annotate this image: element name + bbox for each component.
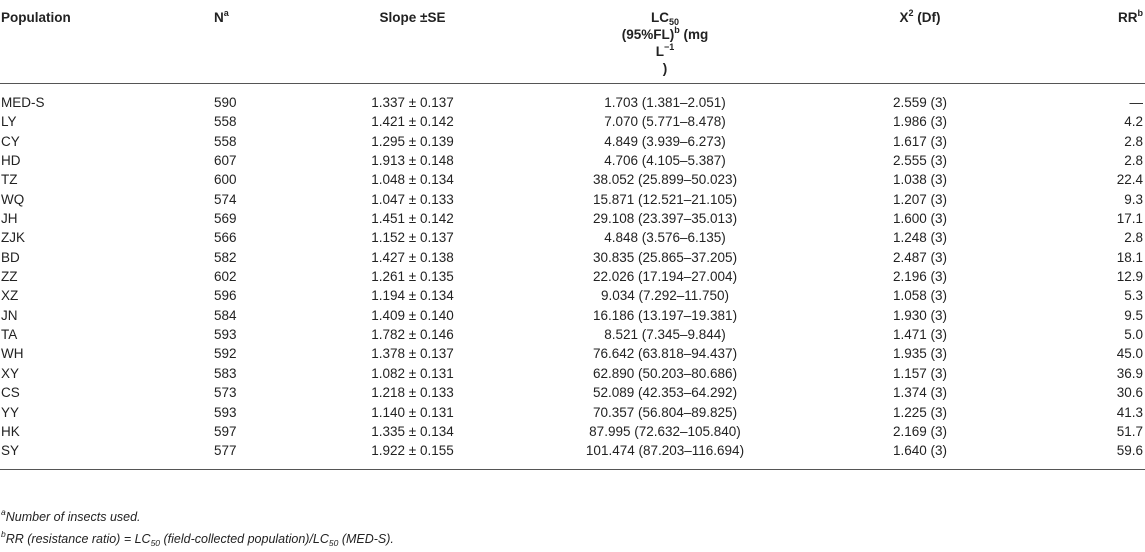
cell-chi-square: 1.038 (3) <box>892 172 948 188</box>
cell-chi-square: 2.169 (3) <box>892 423 948 439</box>
cell-population: BD <box>1 249 20 265</box>
table-row <box>0 190 1145 209</box>
cell-chi-square: 1.617 (3) <box>892 133 948 149</box>
cell-rr: 9.5 <box>1124 307 1143 323</box>
header-lc50-line4: ) <box>662 61 668 76</box>
cell-chi-square: 1.986 (3) <box>892 114 948 130</box>
cell-n: 593 <box>214 327 237 343</box>
header-chi-square <box>815 0 1025 84</box>
cell-rr: 18.1 <box>1116 249 1143 265</box>
table-row <box>0 228 1145 247</box>
cell-chi-square: 1.207 (3) <box>892 191 948 207</box>
table-row <box>0 325 1145 344</box>
header-lc50-line1 <box>651 10 679 25</box>
cell-lc50: 4.706 (4.105–5.387) <box>604 153 726 169</box>
cell-lc50: 30.835 (25.865–37.205) <box>592 249 738 265</box>
table-row <box>0 306 1145 325</box>
cell-slope: 1.913 ± 0.148 <box>371 153 454 169</box>
cell-slope: 1.140 ± 0.131 <box>371 404 454 420</box>
footnote-a-mark: a <box>1 507 6 517</box>
table-header <box>0 0 1145 84</box>
header-n <box>170 0 310 84</box>
cell-lc50: 70.357 (56.804–89.825) <box>592 404 738 420</box>
header-n-footnote-mark: a <box>223 8 229 18</box>
footnote-b-text-2: (field-collected population)/LC <box>160 532 329 546</box>
cell-slope: 1.427 ± 0.138 <box>371 249 454 265</box>
header-chi-base: X <box>899 10 909 25</box>
footnote-b-mark: b <box>1 529 6 539</box>
table-row <box>0 151 1145 170</box>
table-row <box>0 403 1145 422</box>
cell-n: 596 <box>214 288 237 304</box>
cell-lc50: 4.848 (3.576–6.135) <box>604 230 726 246</box>
header-rr-label: RR <box>1118 10 1138 25</box>
cell-slope: 1.218 ± 0.133 <box>371 385 454 401</box>
cell-n: 593 <box>214 404 237 420</box>
cell-n: 574 <box>214 191 237 207</box>
cell-lc50: 16.186 (13.197–19.381) <box>592 307 738 323</box>
cell-lc50: 38.052 (25.899–50.023) <box>592 172 738 188</box>
cell-lc50: 76.642 (63.818–94.437) <box>592 346 738 362</box>
cell-population: YY <box>1 404 20 420</box>
cell-slope: 1.409 ± 0.140 <box>371 307 454 323</box>
cell-lc50: 101.474 (87.203–116.694) <box>585 443 745 459</box>
table-row <box>0 344 1145 363</box>
cell-lc50: 9.034 (7.292–11.750) <box>600 288 730 304</box>
cell-slope: 1.047 ± 0.133 <box>371 191 454 207</box>
table-row <box>0 248 1145 267</box>
footnote-b-text-1: RR (resistance ratio) = LC <box>5 532 151 546</box>
cell-population: HD <box>1 153 21 169</box>
cell-population: CS <box>1 385 20 401</box>
cell-n: 573 <box>214 385 237 401</box>
cell-chi-square: 1.600 (3) <box>892 211 948 227</box>
footnote-b-text-3: (MED-S). <box>338 532 394 546</box>
cell-lc50: 62.890 (50.203–80.686) <box>592 365 738 381</box>
cell-rr: 2.8 <box>1124 230 1143 246</box>
cell-chi-square: 1.935 (3) <box>892 346 948 362</box>
cell-rr: 2.8 <box>1124 153 1143 169</box>
cell-n: 558 <box>214 114 237 130</box>
cell-population: ZJK <box>1 230 26 246</box>
header-rr <box>1025 0 1145 84</box>
cell-population: MED-S <box>1 95 45 110</box>
cell-n: 602 <box>214 269 237 285</box>
cell-n: 590 <box>214 95 237 110</box>
cell-n: 583 <box>214 365 237 381</box>
table-row <box>0 383 1145 402</box>
cell-lc50: 15.871 (12.521–21.105) <box>592 191 738 207</box>
cell-population: HK <box>1 423 20 439</box>
cell-population: WH <box>1 346 24 362</box>
cell-population: JH <box>1 211 18 227</box>
cell-chi-square: 2.196 (3) <box>892 269 948 285</box>
table-row <box>0 112 1145 131</box>
table-row <box>0 132 1145 151</box>
cell-rr: 22.4 <box>1116 172 1143 188</box>
cell-n: 597 <box>214 423 237 439</box>
cell-rr: 4.2 <box>1124 114 1143 130</box>
cell-population: LY <box>1 114 17 130</box>
cell-slope: 1.261 ± 0.135 <box>371 269 454 285</box>
header-lc50-base: LC <box>650 10 669 25</box>
cell-n: 577 <box>214 443 237 459</box>
header-slope-label: Slope ±SE <box>379 10 446 25</box>
header-population <box>0 0 170 84</box>
cell-slope: 1.378 ± 0.137 <box>371 346 454 362</box>
table-row <box>0 267 1145 286</box>
cell-n: 582 <box>214 249 237 265</box>
header-lc50-unit-exp: −1 <box>663 42 675 52</box>
cell-population: SY <box>1 443 20 459</box>
cell-rr: 2.8 <box>1124 133 1143 149</box>
cell-slope: 1.782 ± 0.146 <box>371 327 454 343</box>
footnote-a <box>1 506 394 528</box>
cell-chi-square: 1.471 (3) <box>892 327 948 343</box>
cell-chi-square: 2.487 (3) <box>892 249 948 265</box>
cell-chi-square: 1.374 (3) <box>892 385 948 401</box>
cell-population: WQ <box>1 191 25 207</box>
cell-population: TZ <box>1 172 18 188</box>
table-row <box>0 84 1145 113</box>
cell-slope: 1.082 ± 0.131 <box>371 365 454 381</box>
cell-population: ZZ <box>1 269 18 285</box>
cell-slope: 1.295 ± 0.139 <box>371 133 454 149</box>
cell-rr: 36.9 <box>1116 365 1143 381</box>
cell-rr: 51.7 <box>1116 423 1143 439</box>
header-chi-sup: 2 <box>908 8 914 18</box>
cell-population: XZ <box>1 288 19 304</box>
header-lc50-sub: 50 <box>668 17 679 27</box>
cell-rr: 59.6 <box>1116 443 1143 459</box>
cell-slope: 1.421 ± 0.142 <box>371 114 454 130</box>
header-slope <box>310 0 515 84</box>
cell-lc50: 1.703 (1.381–2.051) <box>604 95 726 110</box>
table-row <box>0 364 1145 383</box>
cell-chi-square: 2.555 (3) <box>892 153 948 169</box>
cell-rr: 9.3 <box>1124 191 1143 207</box>
cell-rr: 30.6 <box>1116 385 1143 401</box>
cell-slope: 1.335 ± 0.134 <box>371 423 454 439</box>
table-row <box>0 422 1145 441</box>
header-lc50-unit-start: (mg <box>679 27 709 42</box>
cell-n: 569 <box>214 211 237 227</box>
cell-population: TA <box>1 327 18 343</box>
cell-lc50: 87.995 (72.632–105.840) <box>589 423 741 439</box>
cell-lc50: 22.026 (17.194–27.004) <box>592 269 738 285</box>
header-row <box>0 0 1145 84</box>
cell-rr: 5.3 <box>1124 288 1143 304</box>
header-lc50-line2 <box>622 27 709 42</box>
header-lc50-footnote-mark: b <box>674 25 680 35</box>
cell-slope: 1.048 ± 0.134 <box>371 172 454 188</box>
cell-slope: 1.451 ± 0.142 <box>371 211 454 227</box>
cell-slope: 1.337 ± 0.137 <box>371 95 454 110</box>
cell-n: 600 <box>214 172 237 188</box>
cell-chi-square: 2.559 (3) <box>892 95 948 110</box>
cell-rr: — <box>1129 95 1143 110</box>
cell-n: 607 <box>214 153 237 169</box>
cell-chi-square: 1.225 (3) <box>892 404 948 420</box>
cell-rr: 12.9 <box>1116 269 1143 285</box>
cell-population: JN <box>1 307 18 323</box>
footnote-b-sub-2: 50 <box>328 538 339 548</box>
cell-lc50: 8.521 (7.345–9.844) <box>604 327 726 343</box>
footnotes <box>1 506 394 550</box>
table-body <box>0 84 1145 470</box>
cell-population: CY <box>1 133 20 149</box>
header-n-label: N <box>214 10 224 25</box>
header-lc50-line3 <box>656 44 675 59</box>
header-lc50 <box>515 0 815 84</box>
table-row <box>0 286 1145 305</box>
table-row <box>0 441 1145 469</box>
cell-n: 592 <box>214 346 237 362</box>
cell-n: 566 <box>214 230 237 246</box>
cell-rr: 5.0 <box>1124 327 1143 343</box>
header-rr-footnote-mark: b <box>1137 8 1143 18</box>
header-population-label: Population <box>1 10 71 25</box>
cell-rr: 45.0 <box>1116 346 1143 362</box>
cell-n: 584 <box>214 307 237 323</box>
cell-population: XY <box>1 365 20 381</box>
table-row <box>0 170 1145 189</box>
table-row <box>0 209 1145 228</box>
cell-slope: 1.922 ± 0.155 <box>371 443 454 459</box>
footnote-b-sub-1: 50 <box>150 538 161 548</box>
cell-rr: 17.1 <box>1116 211 1143 227</box>
cell-chi-square: 1.248 (3) <box>892 230 948 246</box>
cell-chi-square: 1.157 (3) <box>892 365 948 381</box>
cell-slope: 1.152 ± 0.137 <box>371 230 454 246</box>
cell-chi-square: 1.058 (3) <box>892 288 948 304</box>
cell-chi-square: 1.930 (3) <box>892 307 948 323</box>
footnote-b <box>1 528 394 550</box>
header-lc50-fl: (95%FL) <box>621 27 675 42</box>
footnote-a-text: Number of insects used. <box>5 510 141 524</box>
cell-lc50: 52.089 (42.353–64.292) <box>592 385 738 401</box>
header-lc50-unit-l: L <box>655 44 664 59</box>
cell-lc50: 29.108 (23.397–35.013) <box>592 211 738 227</box>
cell-n: 558 <box>214 133 237 149</box>
cell-rr: 41.3 <box>1116 404 1143 420</box>
header-chi-df: (Df) <box>913 10 941 25</box>
cell-lc50: 7.070 (5.771–8.478) <box>604 114 726 130</box>
cell-lc50: 4.849 (3.939–6.273) <box>604 133 726 149</box>
cell-slope: 1.194 ± 0.134 <box>371 288 454 304</box>
cell-chi-square: 1.640 (3) <box>892 443 948 459</box>
